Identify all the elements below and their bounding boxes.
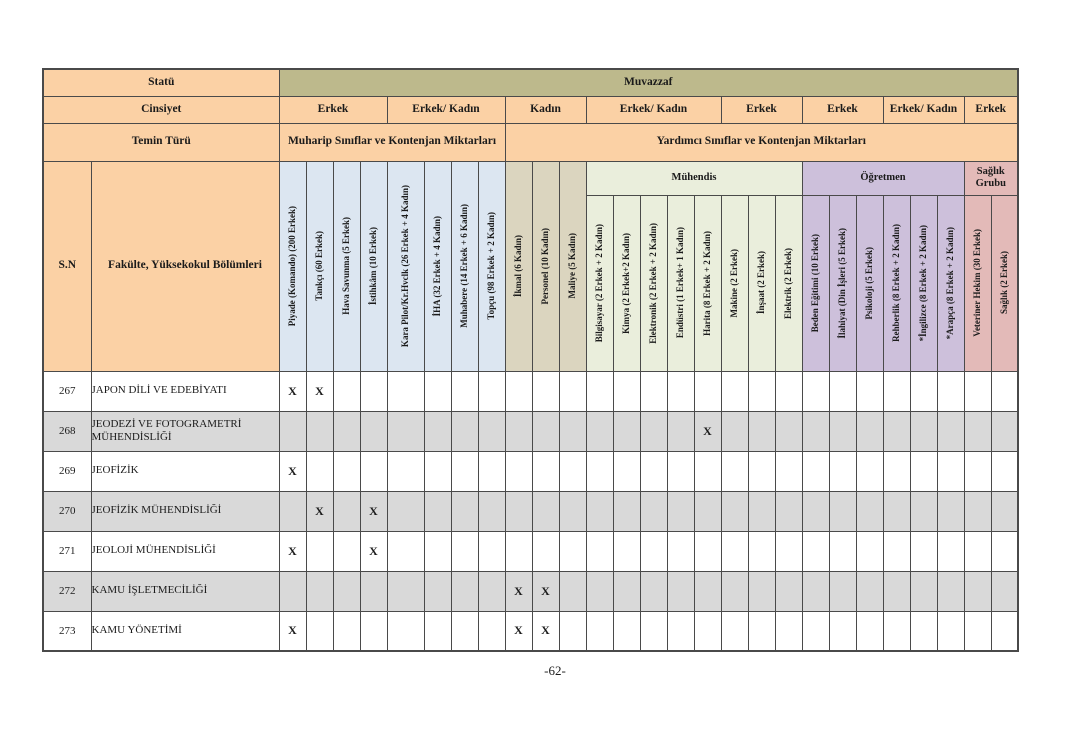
quota-cell-267-muhabere — [451, 371, 478, 411]
column-header-elektronik — [640, 195, 667, 371]
quota-cell-270-istihkam: X — [360, 491, 387, 531]
column-header-hava_savunma — [333, 161, 360, 371]
quota-cell-270-endustri — [667, 491, 694, 531]
column-header-ingilizce — [910, 195, 937, 371]
quota-cell-270-harita — [694, 491, 721, 531]
department-row-269 — [43, 451, 1018, 491]
column-label-kimya: Kimya (2 Erkek+2 Kadın) — [621, 232, 631, 334]
quota-cell-272-tankci — [306, 571, 333, 611]
column-header-insaat — [748, 195, 775, 371]
quota-cell-272-ilahiyat — [829, 571, 856, 611]
quota-cell-271-maliye — [559, 531, 586, 571]
quota-cell-269-topcu — [478, 451, 505, 491]
quota-cell-269-istihkam — [360, 451, 387, 491]
department-name: KAMU İŞLETMECİLİĞİ — [91, 571, 279, 611]
quota-cell-270-tankci: X — [306, 491, 333, 531]
quota-cell-273-bilgisayar — [586, 611, 613, 651]
row-number: 269 — [43, 451, 91, 491]
quota-cell-267-beden_egitimi — [802, 371, 829, 411]
column-label-topcu: Topçu (98 Erkek + 2 Kadın) — [486, 212, 496, 320]
quota-cell-269-psikoloji — [856, 451, 883, 491]
quota-cell-269-saglik — [991, 451, 1018, 491]
quota-cell-268-topcu — [478, 411, 505, 451]
column-header-kara_pilot — [387, 161, 424, 371]
column-label-elektronik: Elektronik (2 Erkek + 2 Kadın) — [648, 222, 658, 344]
column-label-kara_pilot: Kara Pilot/Kr.Hvclk (26 Erkek + 4 Kadın) — [400, 184, 410, 348]
quota-cell-268-endustri — [667, 411, 694, 451]
quota-cell-271-bilgisayar — [586, 531, 613, 571]
cinsiyet-group-7: Erkek — [964, 96, 1018, 123]
temin-group-0: Muharip Sınıflar ve Kontenjan Miktarları — [279, 123, 505, 161]
column-header-psikoloji — [856, 195, 883, 371]
column-label-maliye: Maliye (5 Kadın) — [567, 233, 577, 299]
column-label-insaat: İnşaat (2 Erkek) — [756, 251, 766, 315]
quota-cell-267-elektrik — [775, 371, 802, 411]
column-label-elektrik: Elektrik (2 Erkek) — [783, 247, 793, 319]
quota-cell-271-topcu — [478, 531, 505, 571]
quota-table — [42, 68, 1019, 652]
row-class-bands — [43, 161, 1018, 195]
column-label-tankci: Tankçı (60 Erkek) — [314, 231, 324, 301]
quota-cell-268-personel — [532, 411, 559, 451]
column-label-makine: Makine (2 Erkek) — [729, 248, 739, 318]
column-header-istihkam — [360, 161, 387, 371]
quota-cell-267-istihkam — [360, 371, 387, 411]
quota-cell-271-iha — [424, 531, 451, 571]
quota-cell-272-istihkam — [360, 571, 387, 611]
quota-cell-271-ilahiyat — [829, 531, 856, 571]
quota-cell-270-psikoloji — [856, 491, 883, 531]
quota-cell-267-kimya — [613, 371, 640, 411]
quota-cell-272-maliye — [559, 571, 586, 611]
quota-cell-273-arapca — [937, 611, 964, 651]
quota-cell-272-bilgisayar — [586, 571, 613, 611]
quota-cell-267-topcu — [478, 371, 505, 411]
department-name: JEOLOJİ MÜHENDİSLİĞİ — [91, 531, 279, 571]
column-label-saglik: Sağlık (2 Erkek) — [998, 251, 1009, 315]
column-label-iha: İHA (32 Erkek + 4 Kadın) — [432, 215, 442, 317]
quota-cell-267-ilahiyat — [829, 371, 856, 411]
quota-cell-271-saglik — [991, 531, 1018, 571]
quota-cell-268-istihkam — [360, 411, 387, 451]
column-header-ilahiyat — [829, 195, 856, 371]
quota-cell-271-istihkam: X — [360, 531, 387, 571]
quota-cell-272-iha — [424, 571, 451, 611]
quota-cell-268-psikoloji — [856, 411, 883, 451]
quota-cell-271-elektrik — [775, 531, 802, 571]
department-name: KAMU YÖNETİMİ — [91, 611, 279, 651]
quota-cell-273-beden_egitimi — [802, 611, 829, 651]
quota-cell-271-harita — [694, 531, 721, 571]
quota-cell-273-insaat — [748, 611, 775, 651]
quota-cell-267-rehberlik — [883, 371, 910, 411]
column-label-endustri: Endüstri (1 Erkek+ 1 Kadın) — [675, 227, 685, 339]
quota-cell-267-endustri — [667, 371, 694, 411]
row-number: 267 — [43, 371, 91, 411]
quota-cell-268-arapca — [937, 411, 964, 451]
quota-cell-268-tankci — [306, 411, 333, 451]
quota-cell-269-bilgisayar — [586, 451, 613, 491]
quota-cell-270-veteriner_hekim — [964, 491, 991, 531]
quota-cell-273-maliye — [559, 611, 586, 651]
quota-cell-272-hava_savunma — [333, 571, 360, 611]
quota-cell-268-saglik — [991, 411, 1018, 451]
quota-cell-273-kara_pilot — [387, 611, 424, 651]
quota-cell-269-harita — [694, 451, 721, 491]
department-name: JEOFİZİK — [91, 451, 279, 491]
quota-cell-270-ingilizce — [910, 491, 937, 531]
quota-cell-271-piyade: X — [279, 531, 306, 571]
department-row-273 — [43, 611, 1018, 651]
quota-cell-272-piyade — [279, 571, 306, 611]
column-label-ilahiyat: İlahiyat (Din İşleri (5 Erkek) — [837, 227, 847, 339]
quota-cell-269-beden_egitimi — [802, 451, 829, 491]
quota-cell-271-veteriner_hekim — [964, 531, 991, 571]
quota-cell-270-arapca — [937, 491, 964, 531]
quota-cell-271-rehberlik — [883, 531, 910, 571]
row-number: 271 — [43, 531, 91, 571]
column-header-rehberlik — [883, 195, 910, 371]
quota-cell-272-muhabere — [451, 571, 478, 611]
table-body — [43, 371, 1018, 651]
quota-cell-267-psikoloji — [856, 371, 883, 411]
column-header-endustri — [667, 195, 694, 371]
column-header-beden_egitimi — [802, 195, 829, 371]
quota-cell-268-harita: X — [694, 411, 721, 451]
quota-cell-271-beden_egitimi — [802, 531, 829, 571]
quota-cell-272-personel: X — [532, 571, 559, 611]
quota-cell-272-saglik — [991, 571, 1018, 611]
cinsiyet-group-4: Erkek — [721, 96, 802, 123]
quota-cell-270-topcu — [478, 491, 505, 531]
quota-cell-273-hava_savunma — [333, 611, 360, 651]
quota-cell-268-maliye — [559, 411, 586, 451]
quota-cell-269-elektronik — [640, 451, 667, 491]
row-number: 268 — [43, 411, 91, 451]
department-name: JAPON DİLİ VE EDEBİYATI — [91, 371, 279, 411]
quota-cell-272-psikoloji — [856, 571, 883, 611]
quota-cell-271-tankci — [306, 531, 333, 571]
quota-cell-269-piyade: X — [279, 451, 306, 491]
quota-cell-273-harita — [694, 611, 721, 651]
quota-cell-268-hava_savunma — [333, 411, 360, 451]
quota-cell-271-insaat — [748, 531, 775, 571]
quota-cell-267-arapca — [937, 371, 964, 411]
quota-cell-269-ikmal — [505, 451, 532, 491]
quota-cell-269-kara_pilot — [387, 451, 424, 491]
column-label-beden_egitimi: Beden Eğitimi (10 Erkek) — [810, 233, 820, 333]
quota-cell-269-tankci — [306, 451, 333, 491]
quota-cell-268-muhabere — [451, 411, 478, 451]
quota-cell-273-saglik — [991, 611, 1018, 651]
quota-cell-270-saglik — [991, 491, 1018, 531]
quota-cell-270-personel — [532, 491, 559, 531]
column-label-veteriner_hekim: Veteriner Hekim (30 Erkek) — [972, 229, 982, 337]
department-row-268 — [43, 411, 1018, 451]
department-row-270 — [43, 491, 1018, 531]
quota-cell-272-ingilizce — [910, 571, 937, 611]
quota-cell-267-harita — [694, 371, 721, 411]
column-header-topcu — [478, 161, 505, 371]
quota-cell-273-elektronik — [640, 611, 667, 651]
column-label-hava_savunma: Hava Savunma (5 Erkek) — [341, 217, 351, 315]
quota-cell-267-saglik — [991, 371, 1018, 411]
page-number: -62- — [544, 663, 566, 678]
quota-cell-270-elektronik — [640, 491, 667, 531]
quota-cell-271-makine — [721, 531, 748, 571]
quota-cell-268-kara_pilot — [387, 411, 424, 451]
row-number: 270 — [43, 491, 91, 531]
table-header — [43, 69, 1018, 371]
quota-cell-273-iha — [424, 611, 451, 651]
quota-cell-268-ingilizce — [910, 411, 937, 451]
quota-cell-272-makine — [721, 571, 748, 611]
quota-cell-273-psikoloji — [856, 611, 883, 651]
quota-cell-268-ilahiyat — [829, 411, 856, 451]
department-name: JEOFİZİK MÜHENDİSLİĞİ — [91, 491, 279, 531]
row-cinsiyet — [43, 96, 1018, 123]
quota-cell-272-kimya — [613, 571, 640, 611]
quota-cell-273-topcu — [478, 611, 505, 651]
statu-label: Statü — [43, 69, 279, 96]
column-header-maliye — [559, 161, 586, 371]
quota-cell-273-tankci — [306, 611, 333, 651]
quota-cell-270-makine — [721, 491, 748, 531]
quota-cell-268-veteriner_hekim — [964, 411, 991, 451]
quota-cell-270-ikmal — [505, 491, 532, 531]
quota-cell-270-iha — [424, 491, 451, 531]
column-label-ikmal: İkmal (6 Kadın) — [513, 234, 523, 297]
quota-cell-271-kara_pilot — [387, 531, 424, 571]
quota-cell-270-elektrik — [775, 491, 802, 531]
quota-cell-269-muhabere — [451, 451, 478, 491]
quota-cell-268-bilgisayar — [586, 411, 613, 451]
temin-label: Temin Türü — [43, 123, 279, 161]
column-header-arapca — [937, 195, 964, 371]
quota-cell-273-kimya — [613, 611, 640, 651]
quota-cell-270-maliye — [559, 491, 586, 531]
quota-cell-273-ikmal: X — [505, 611, 532, 651]
quota-cell-271-personel — [532, 531, 559, 571]
column-header-makine — [721, 195, 748, 371]
fakulte-header: Fakülte, Yüksekokul Bölümleri — [91, 161, 279, 371]
quota-cell-267-hava_savunma — [333, 371, 360, 411]
column-label-piyade: Piyade (Komando) (200 Erkek) — [287, 205, 297, 327]
quota-cell-267-kara_pilot — [387, 371, 424, 411]
quota-cell-273-ilahiyat — [829, 611, 856, 651]
row-number: 272 — [43, 571, 91, 611]
quota-cell-268-rehberlik — [883, 411, 910, 451]
quota-cell-271-hava_savunma — [333, 531, 360, 571]
quota-cell-267-iha — [424, 371, 451, 411]
quota-cell-273-ingilizce — [910, 611, 937, 651]
cinsiyet-group-1: Erkek/ Kadın — [387, 96, 505, 123]
column-label-bilgisayar: Bilgisayar (2 Erkek + 2 Kadın) — [594, 223, 604, 343]
quota-cell-272-elektrik — [775, 571, 802, 611]
column-label-personel: Personel (10 Kadın) — [540, 227, 550, 305]
quota-cell-271-endustri — [667, 531, 694, 571]
quota-cell-272-harita — [694, 571, 721, 611]
temin-group-1: Yardımcı Sınıflar ve Kontenjan Miktarları — [505, 123, 1018, 161]
column-header-iha — [424, 161, 451, 371]
column-header-tankci — [306, 161, 333, 371]
quota-cell-268-insaat — [748, 411, 775, 451]
quota-cell-267-ikmal — [505, 371, 532, 411]
quota-cell-272-insaat — [748, 571, 775, 611]
column-label-arapca: *Arapça (8 Erkek + 2 Kadın) — [945, 226, 955, 340]
column-header-bilgisayar — [586, 195, 613, 371]
quota-cell-271-muhabere — [451, 531, 478, 571]
row-temin — [43, 123, 1018, 161]
quota-cell-272-kara_pilot — [387, 571, 424, 611]
quota-cell-267-veteriner_hekim — [964, 371, 991, 411]
row-statu — [43, 69, 1018, 96]
quota-cell-269-insaat — [748, 451, 775, 491]
quota-cell-273-piyade: X — [279, 611, 306, 651]
quota-cell-270-muhabere — [451, 491, 478, 531]
quota-cell-269-elektrik — [775, 451, 802, 491]
statu-value: Muvazzaf — [279, 69, 1018, 96]
column-label-harita: Harita (8 Erkek + 2 Kadın) — [702, 230, 712, 336]
quota-cell-268-kimya — [613, 411, 640, 451]
sn-header: S.N — [43, 161, 91, 371]
quota-cell-272-rehberlik — [883, 571, 910, 611]
quota-cell-272-arapca — [937, 571, 964, 611]
quota-cell-269-rehberlik — [883, 451, 910, 491]
quota-cell-273-makine — [721, 611, 748, 651]
quota-cell-269-makine — [721, 451, 748, 491]
quota-cell-271-kimya — [613, 531, 640, 571]
quota-cell-270-kimya — [613, 491, 640, 531]
department-row-272 — [43, 571, 1018, 611]
quota-cell-269-ilahiyat — [829, 451, 856, 491]
quota-cell-273-elektrik — [775, 611, 802, 651]
quota-cell-270-insaat — [748, 491, 775, 531]
quota-cell-272-topcu — [478, 571, 505, 611]
quota-cell-272-beden_egitimi — [802, 571, 829, 611]
column-header-kimya — [613, 195, 640, 371]
quota-cell-269-iha — [424, 451, 451, 491]
department-row-271 — [43, 531, 1018, 571]
quota-cell-271-ingilizce — [910, 531, 937, 571]
quota-cell-273-veteriner_hekim — [964, 611, 991, 651]
column-header-personel — [532, 161, 559, 371]
quota-cell-273-endustri — [667, 611, 694, 651]
quota-cell-273-rehberlik — [883, 611, 910, 651]
quota-cell-267-ingilizce — [910, 371, 937, 411]
quota-cell-269-personel — [532, 451, 559, 491]
quota-cell-268-elektrik — [775, 411, 802, 451]
class-group-ogretmen: Öğretmen — [802, 161, 964, 195]
column-header-piyade — [279, 161, 306, 371]
quota-cell-272-elektronik — [640, 571, 667, 611]
department-row-267 — [43, 371, 1018, 411]
class-group-saglik_grubu: Sağlık Grubu — [964, 161, 1018, 195]
quota-cell-267-tankci: X — [306, 371, 333, 411]
quota-cell-267-insaat — [748, 371, 775, 411]
quota-cell-268-makine — [721, 411, 748, 451]
quota-cell-273-muhabere — [451, 611, 478, 651]
column-header-muhabere — [451, 161, 478, 371]
quota-cell-269-arapca — [937, 451, 964, 491]
quota-cell-267-personel — [532, 371, 559, 411]
quota-cell-268-elektronik — [640, 411, 667, 451]
column-header-saglik — [991, 195, 1018, 371]
quota-cell-267-makine — [721, 371, 748, 411]
quota-cell-269-ingilizce — [910, 451, 937, 491]
quota-cell-267-maliye — [559, 371, 586, 411]
column-label-muhabere: Muhabere (14 Erkek + 6 Kadın) — [459, 204, 469, 328]
quota-cell-270-ilahiyat — [829, 491, 856, 531]
quota-cell-268-ikmal — [505, 411, 532, 451]
quota-cell-267-elektronik — [640, 371, 667, 411]
quota-cell-270-bilgisayar — [586, 491, 613, 531]
quota-cell-270-kara_pilot — [387, 491, 424, 531]
quota-cell-271-ikmal — [505, 531, 532, 571]
cinsiyet-group-2: Kadın — [505, 96, 586, 123]
quota-cell-269-maliye — [559, 451, 586, 491]
quota-cell-269-kimya — [613, 451, 640, 491]
row-number: 273 — [43, 611, 91, 651]
quota-cell-272-endustri — [667, 571, 694, 611]
quota-cell-272-ikmal: X — [505, 571, 532, 611]
quota-cell-268-beden_egitimi — [802, 411, 829, 451]
cinsiyet-group-3: Erkek/ Kadın — [586, 96, 721, 123]
class-group-muhendis: Mühendis — [586, 161, 802, 195]
quota-cell-269-veteriner_hekim — [964, 451, 991, 491]
column-header-harita — [694, 195, 721, 371]
quota-cell-273-personel: X — [532, 611, 559, 651]
quota-cell-269-endustri — [667, 451, 694, 491]
quota-cell-268-iha — [424, 411, 451, 451]
quota-cell-271-arapca — [937, 531, 964, 571]
quota-cell-270-piyade — [279, 491, 306, 531]
quota-cell-267-bilgisayar — [586, 371, 613, 411]
quota-cell-271-elektronik — [640, 531, 667, 571]
column-header-elektrik — [775, 195, 802, 371]
column-label-ingilizce: *İngilizce (8 Erkek + 2 Kadın) — [918, 224, 928, 342]
column-label-psikoloji: Psikoloji (5 Erkek) — [864, 246, 874, 320]
quota-cell-271-psikoloji — [856, 531, 883, 571]
quota-cell-270-rehberlik — [883, 491, 910, 531]
department-name: JEODEZİ VE FOTOGRAMETRİ MÜHENDİSLİĞİ — [91, 411, 279, 451]
quota-cell-270-hava_savunma — [333, 491, 360, 531]
cinsiyet-group-5: Erkek — [802, 96, 883, 123]
quota-cell-273-istihkam — [360, 611, 387, 651]
column-label-rehberlik: Rehberlik (8 Erkek + 2 Kadın) — [891, 224, 901, 342]
quota-cell-269-hava_savunma — [333, 451, 360, 491]
cinsiyet-label: Cinsiyet — [43, 96, 279, 123]
column-label-istihkam: İstihkâm (10 Erkek) — [368, 226, 378, 305]
quota-cell-267-piyade: X — [279, 371, 306, 411]
column-header-veteriner_hekim — [964, 195, 991, 371]
quota-cell-268-piyade — [279, 411, 306, 451]
quota-cell-270-beden_egitimi — [802, 491, 829, 531]
cinsiyet-group-6: Erkek/ Kadın — [883, 96, 964, 123]
column-header-ikmal — [505, 161, 532, 371]
quota-cell-272-veteriner_hekim — [964, 571, 991, 611]
cinsiyet-group-0: Erkek — [279, 96, 387, 123]
